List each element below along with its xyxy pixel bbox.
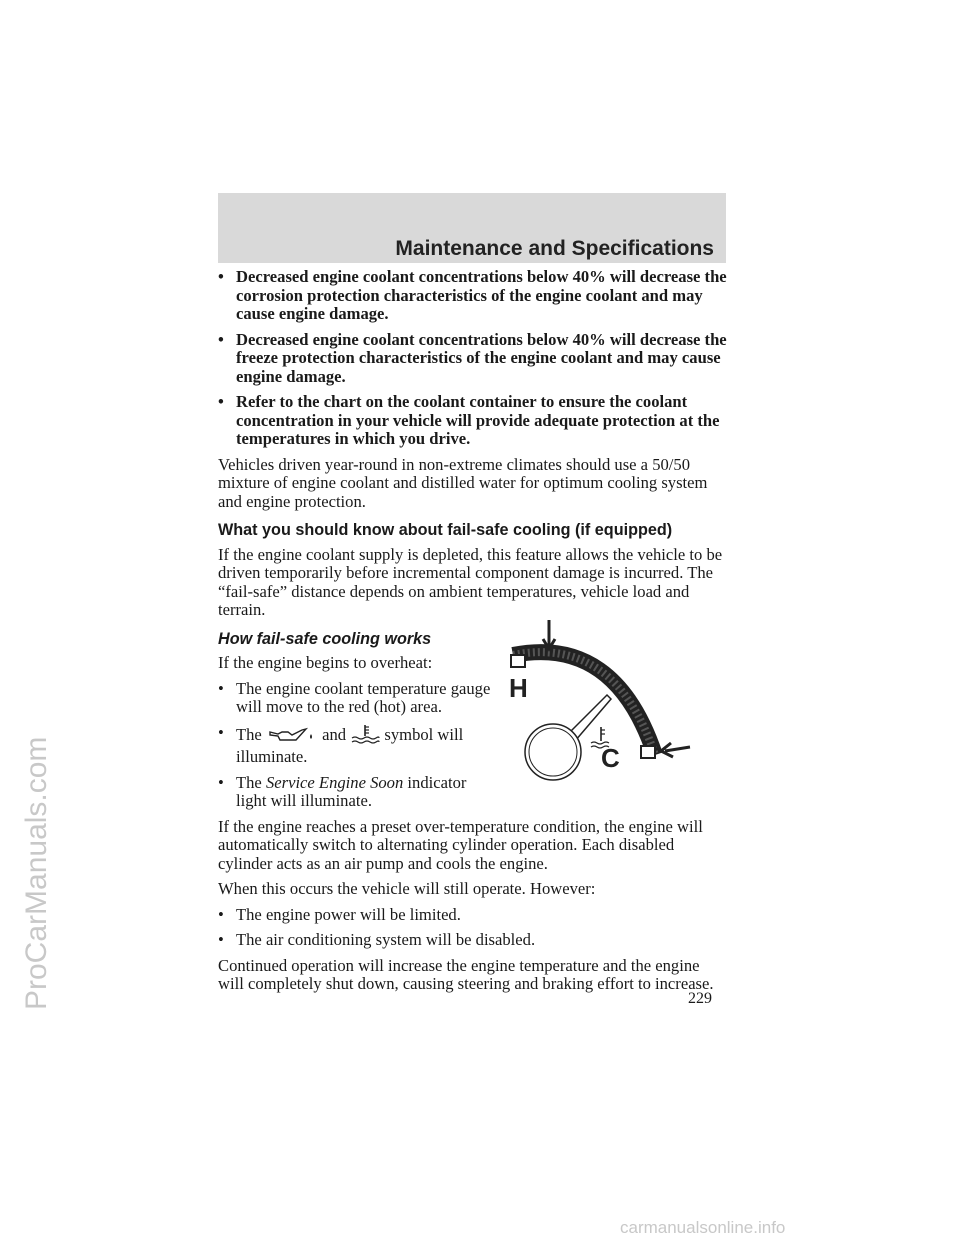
- watermark-carmanualsonline: carmanualsonline.info: [620, 1218, 786, 1237]
- list-item: • The engine power will be limited.: [218, 906, 728, 925]
- gauge-cold-label: C: [601, 743, 620, 773]
- watermark-procarmanuals: ProCarManuals.com: [20, 736, 53, 1010]
- service-engine-soon-text: Service Engine Soon: [265, 772, 404, 792]
- heading-how-it-works: How fail-safe cooling works: [218, 629, 432, 648]
- list-item: • Decreased engine coolant concentrations below 40% will decrease the freeze protection characteristics of the engine coolant and may cause engine damage.: [218, 331, 728, 387]
- gauge-hub: [525, 724, 581, 780]
- heading-failsafe: What you should know about fail-safe cooling (if equipped): [218, 521, 673, 539]
- list-item: • Refer to the chart on the coolant container to ensure the coolant concentration in your vehicle will provide adequate protection at the temperatures in which you drive.: [218, 393, 728, 449]
- cold-arrow-icon: [661, 743, 690, 757]
- paragraph-vehicles: Vehicles driven year-round in non-extreme climates should use a 50/50 mixture of engine coolant and distilled water for optimum cooling system and engine protection.: [218, 454, 708, 511]
- list-item: • The engine coolant temperature gauge will move to the red (hot) area.: [218, 680, 496, 717]
- page-number: 229: [688, 990, 712, 1007]
- page-title: Maintenance and Specifications: [395, 237, 714, 260]
- list-item: • Decreased engine coolant concentrations below 40% will decrease the corrosion protection characteristics of the engine coolant and may cause engine damage.: [218, 268, 728, 324]
- paragraph-continued: Continued operation will increase the engine temperature and the engine will completely shut down, causing steering and braking effort to increase.: [218, 955, 714, 993]
- list-item: [218, 724, 496, 767]
- temperature-gauge-illustration: [495, 615, 735, 795]
- gauge-hot-label: H: [509, 673, 528, 703]
- paragraph-failsafe: If the engine coolant supply is depleted, this feature allows the vehicle to be driven temporarily before incremental component damage is incurred. The “fail-safe” distance depends on ambient temperatures, vehicle load and terrain.: [218, 544, 723, 619]
- oil-can-icon: [266, 726, 318, 749]
- bullet-text-middle: and: [322, 724, 347, 744]
- bullet-text-suffix: symbol will illuminate.: [236, 724, 464, 766]
- bullet-text-prefix: The: [236, 724, 262, 744]
- list-item: • The air conditioning system will be disabled.: [218, 931, 728, 950]
- bullet-text-prefix: The: [236, 772, 266, 792]
- header-band: [218, 193, 726, 263]
- hot-arrow-icon: [543, 620, 555, 649]
- coolant-temperature-icon: [350, 724, 380, 749]
- list-item: [218, 774, 496, 811]
- paragraph-preset: If the engine reaches a preset over-temperature condition, the engine will automatically switch to alternating cylinder operation. Each disabled cylinder acts as an air pump and cools the engine.: [218, 816, 703, 873]
- paragraph-overheat: If the engine begins to overheat:: [218, 653, 433, 672]
- bullet-text-suffix: indicator light will illuminate.: [236, 772, 467, 810]
- paragraph-when: When this occurs the vehicle will still operate. However:: [218, 879, 596, 898]
